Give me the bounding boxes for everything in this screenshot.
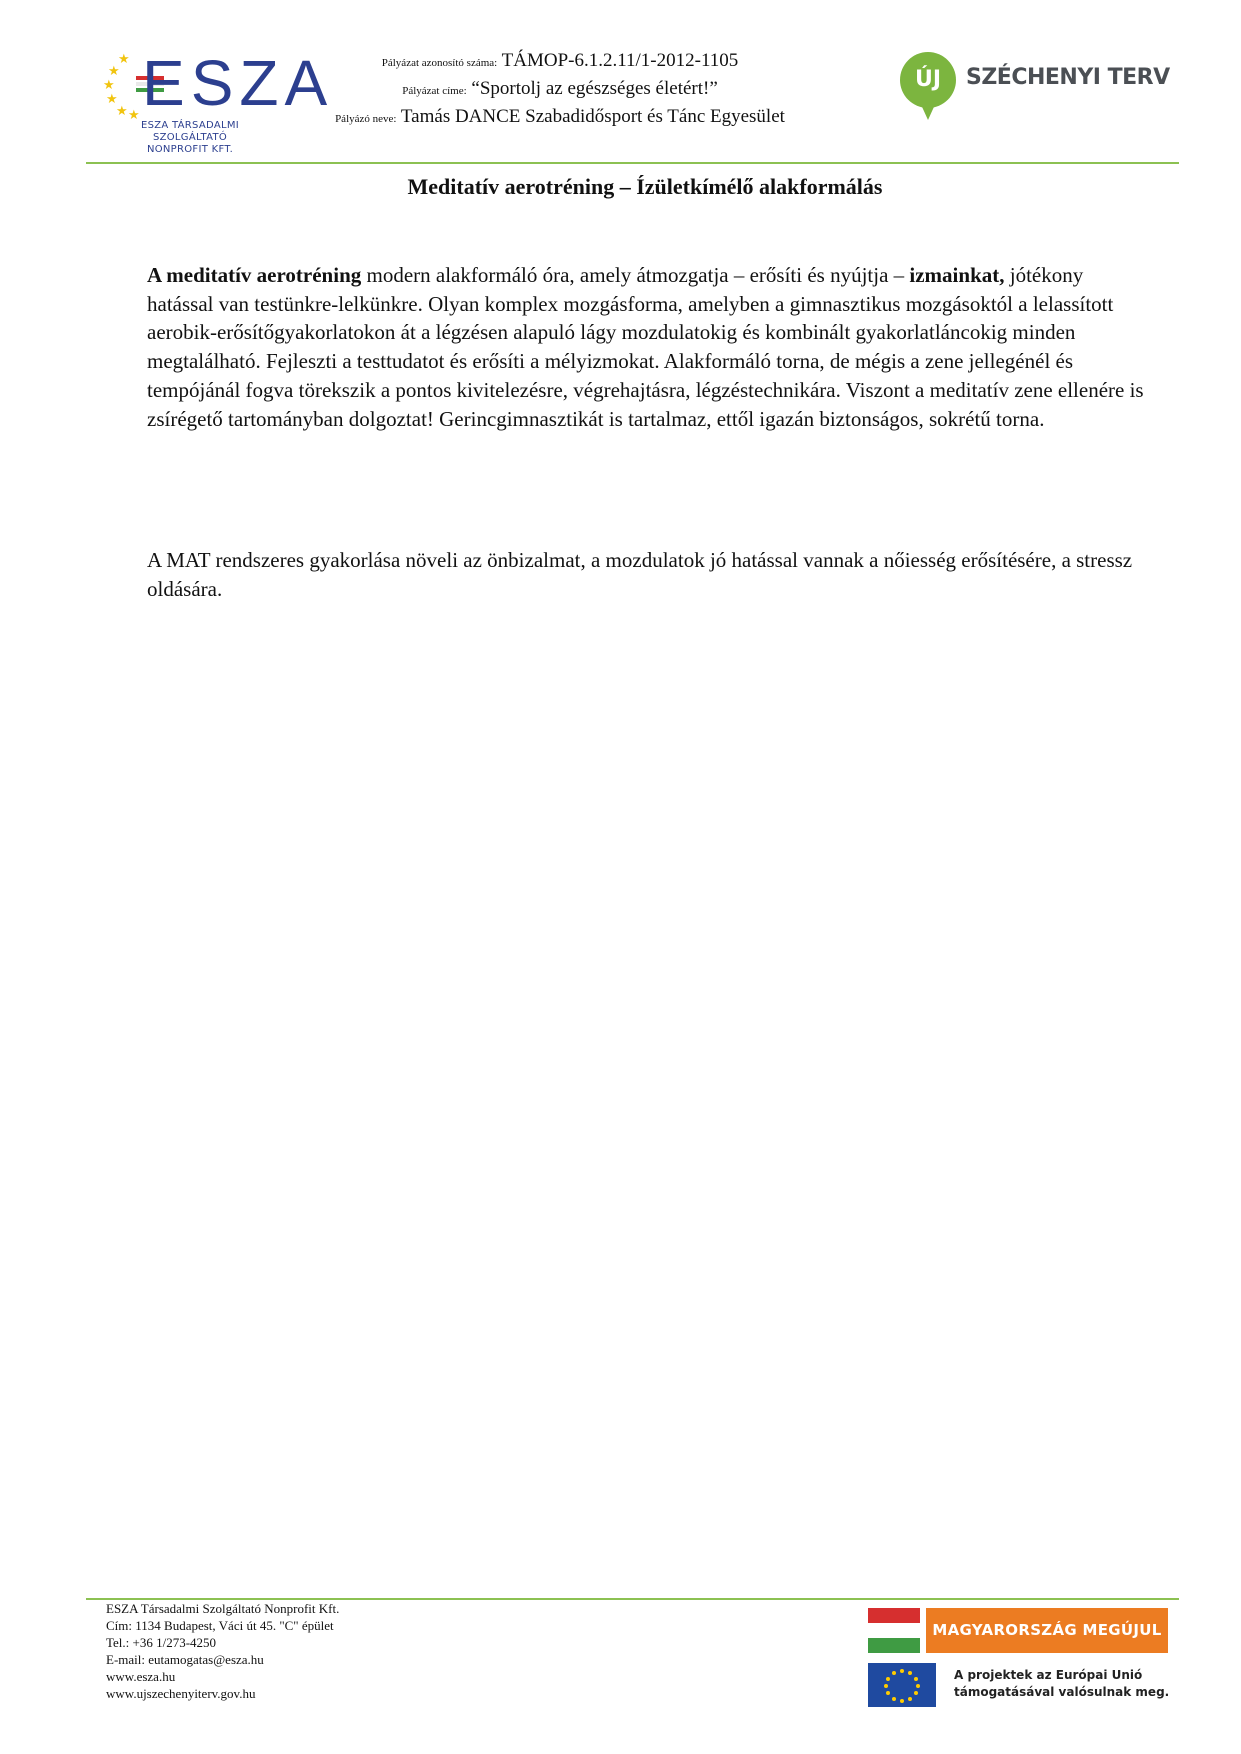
paragraph-2: A MAT rendszeres gyakorlása növeli az önbizalmat, a mozdulatok jó hatással vannak a nőiesség erősítésére, a stressz oldására. xyxy=(147,548,1133,601)
address-line: Cím: 1134 Budapest, Váci út 45. "C" épület xyxy=(106,1618,334,1633)
star-icon: ★ xyxy=(103,77,115,92)
hungarian-flag-icon xyxy=(868,1608,920,1653)
magyarorszag-megujul-logo xyxy=(868,1608,1168,1653)
star-icon: ★ xyxy=(116,103,128,118)
star-icon: ★ xyxy=(108,63,120,78)
esza-subtitle: ESZA TÁRSADALMI SZOLGÁLTATÓ NONPROFIT KFT. xyxy=(140,120,240,155)
header-divider xyxy=(86,162,1179,164)
star-icon: ★ xyxy=(118,51,130,66)
project-id: TÁMOP-6.1.2.11/1-2012-1105 xyxy=(501,50,739,71)
esza-logo xyxy=(100,47,334,155)
website-esza: www.esza.hu xyxy=(106,1669,176,1684)
eu-support-logo xyxy=(868,1663,1178,1707)
project-title: “Sportolj az egészséges életért!” xyxy=(471,78,718,99)
szechenyi-terv-text: SZÉCHENYI TERV xyxy=(966,65,1170,90)
project-id-row: Pályázat azonosító száma: TÁMOP-6.1.2.11/1-2012-1105 xyxy=(381,50,739,71)
star-icon: ★ xyxy=(128,107,140,122)
phone-line: Tel.: +36 1/273-4250 xyxy=(106,1635,217,1650)
eu-support-text: A projektek az Európai Unió támogatásával valósulnak meg. xyxy=(954,1668,1170,1699)
project-title-row: Pályázat címe: “Sportolj az egészséges életért!” xyxy=(402,78,718,99)
org-name: ESZA Társadalmi Szolgáltató Nonprofit Kft. xyxy=(106,1601,340,1616)
email-line: E-mail: eutamogatas@esza.hu xyxy=(106,1652,264,1667)
eu-flag-icon xyxy=(868,1663,936,1707)
star-icon: ★ xyxy=(106,91,118,106)
website-szechenyi: www.ujszechenyiterv.gov.hu xyxy=(106,1686,256,1701)
szechenyi-terv-logo xyxy=(900,52,1180,126)
applicant-name: Tamás DANCE Szabadidősport és Tánc Egyesület xyxy=(400,106,785,127)
esza-wordmark: ESZA xyxy=(142,47,334,119)
document-title: Meditatív aerotréning – Ízületkímélő alakformálás xyxy=(407,174,883,199)
applicant-row: Pályázó neve: Tamás DANCE Szabadidősport és Tánc Egyesület xyxy=(335,106,785,127)
uj-pin-badge: ÚJ xyxy=(900,52,956,108)
magyarorszag-banner: MAGYARORSZÁG MEGÚJUL xyxy=(926,1608,1168,1653)
project-info xyxy=(300,48,820,132)
footer-address xyxy=(106,1600,339,1702)
paragraph-1: A meditatív aerotréning modern alakformáló óra, amely átmozgatja – erősíti és nyújtja – izmainkat, jótékony hatással van testünkre-lelkünkre. Olyan komplex mozgásforma, amelyben a gimnasztikus mozgásoktól a lelassított aerobik-erősítőgyakorlatokon át a légzésen alapuló lágy mozdulatokig és kombinált gyakorlatláncokig minden megtalálható. Fejleszti a testtudatot és erősíti a mélyizmokat. Alakformáló torna, de mégis a zene jellegénél és tempójánál fogva törekszik a pontos kivitelezésre, végrehajtásra, légzéstechnikára. Viszont a meditatív zene ellenére is zsírégető tartományban dolgoztat! Gerincgimnasztikát is tartalmaz, ettől igazán biztonságos, sokrétű torna. xyxy=(147,263,1144,431)
